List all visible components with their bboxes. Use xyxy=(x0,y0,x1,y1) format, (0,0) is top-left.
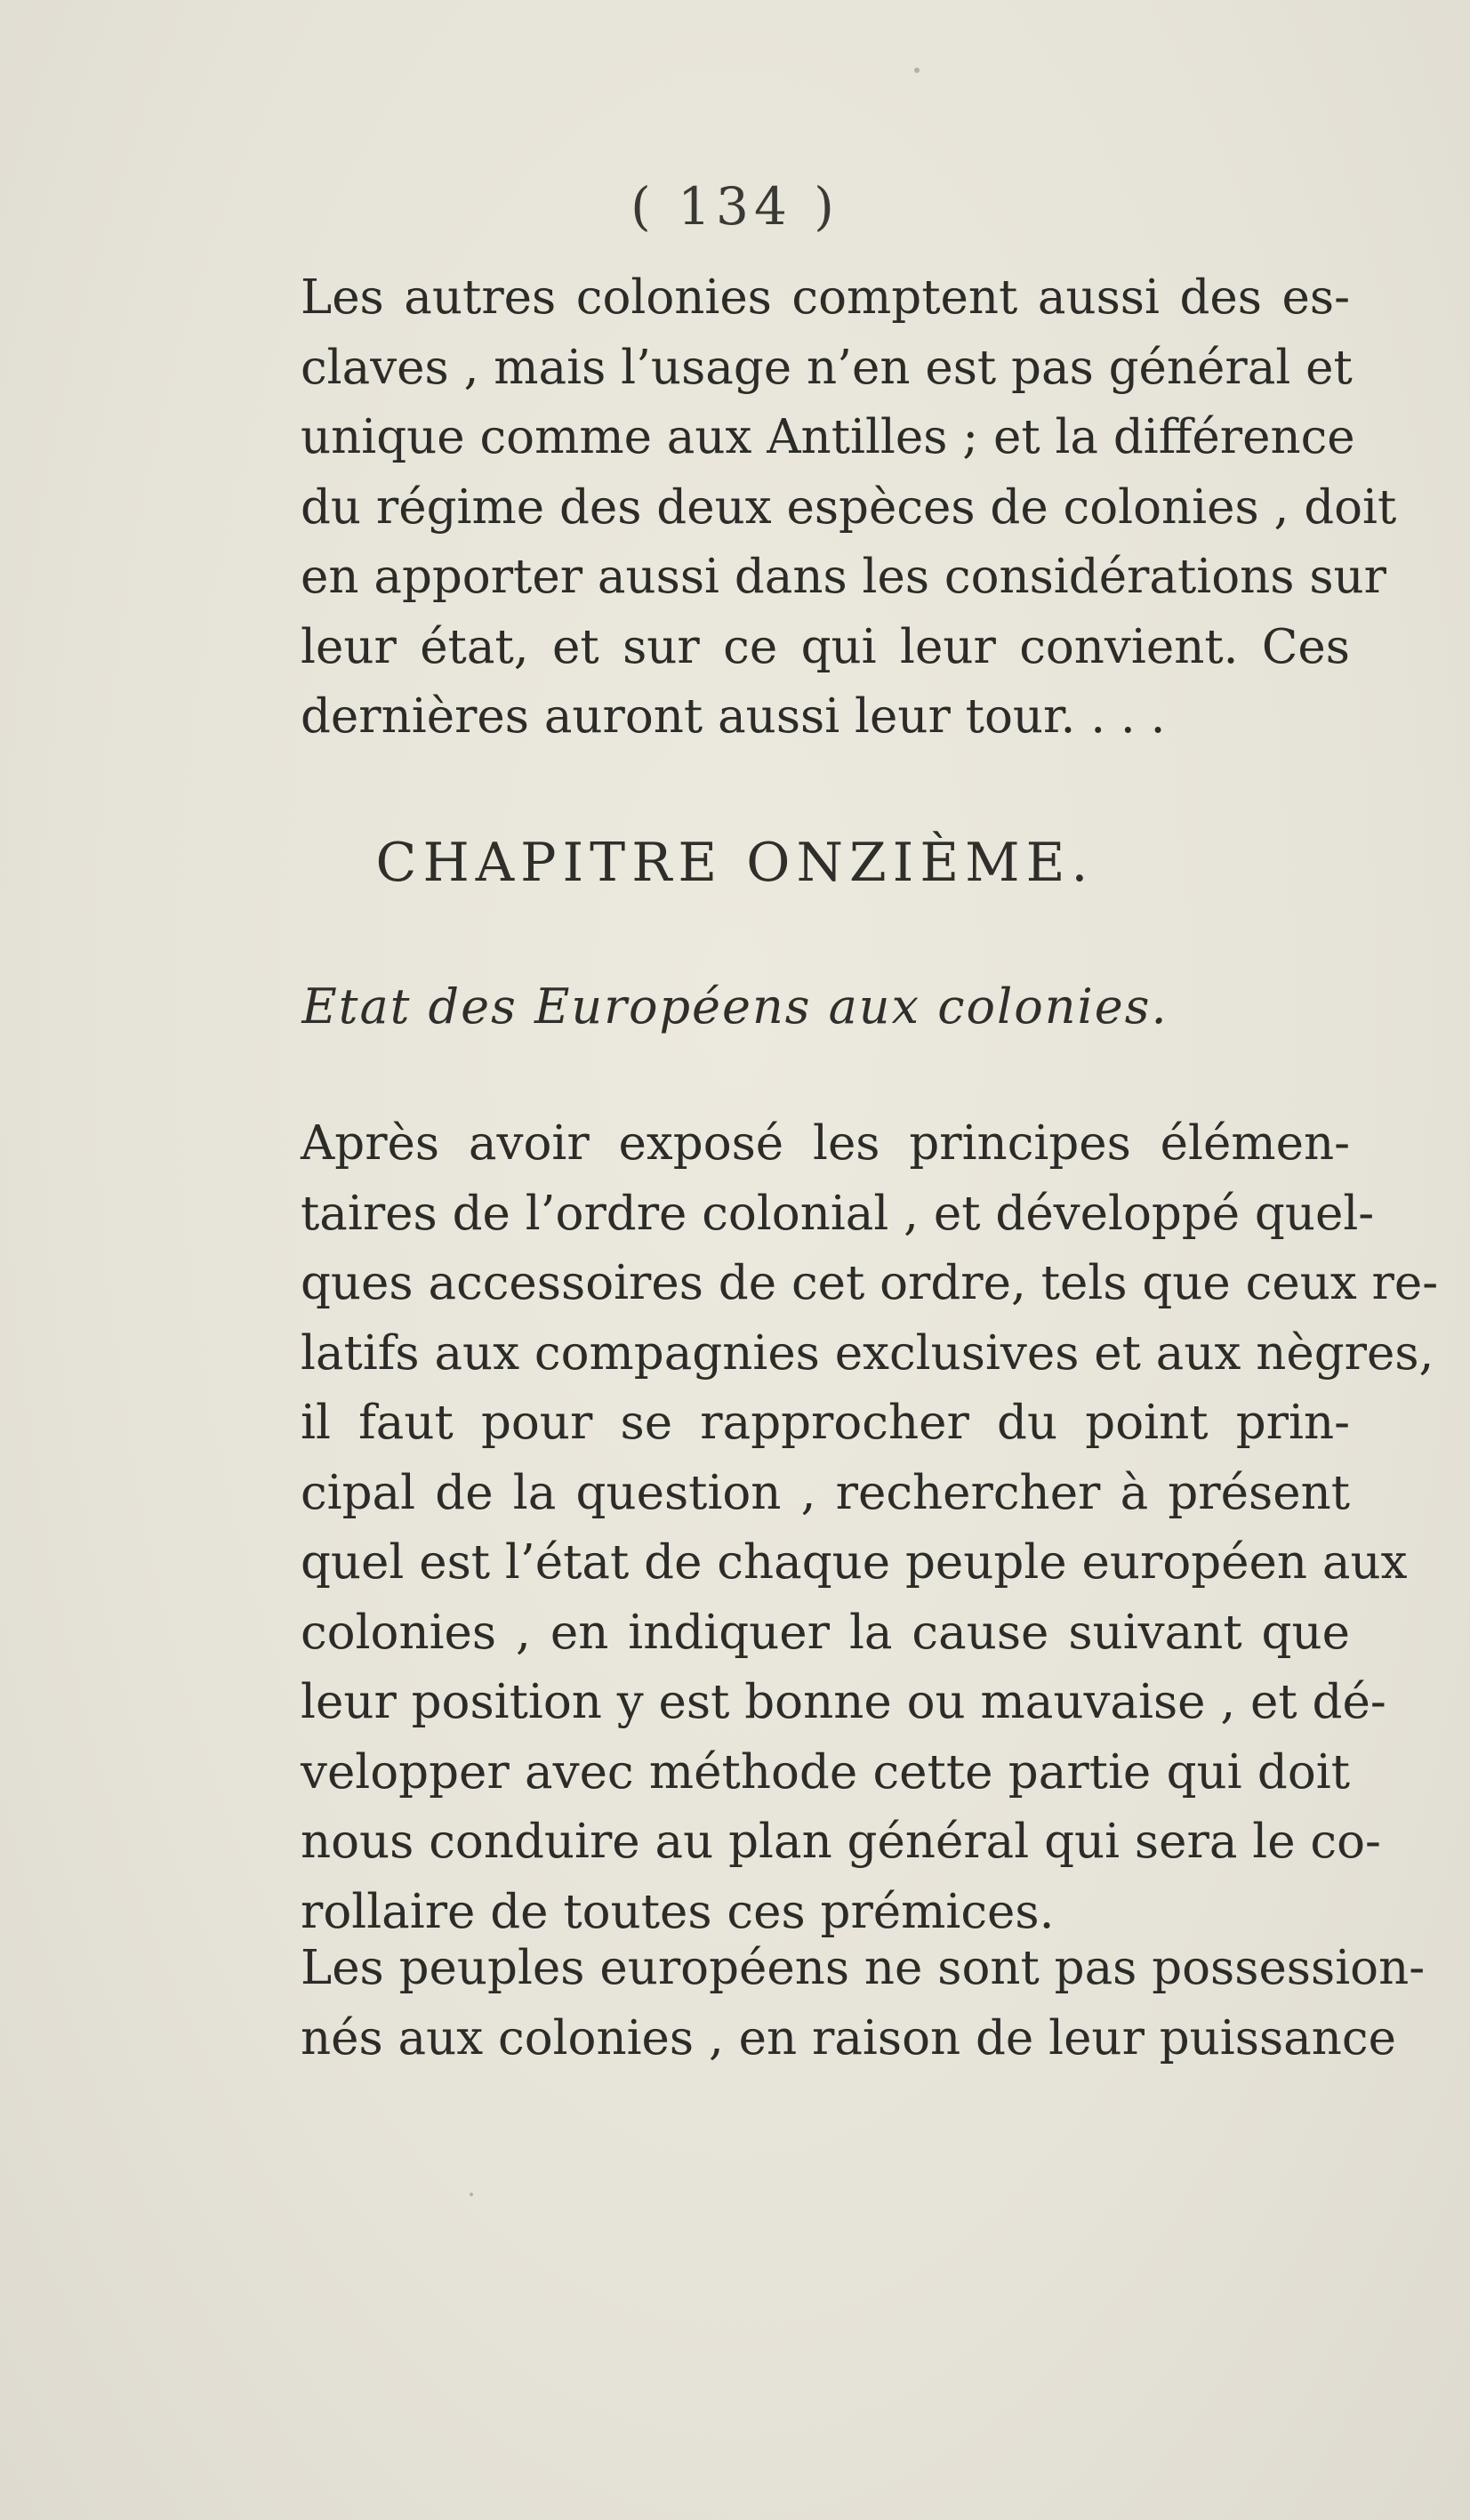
text-line: quel est l’état de chaque peuple européen aux xyxy=(301,1535,1408,1590)
text-line: nés aux colonies , en raison de leur puissance xyxy=(301,2010,1396,2065)
text-line: nous conduire au plan général qui sera le co- xyxy=(301,1815,1381,1869)
text-line: Les peuples européens ne sont pas possession- xyxy=(301,1941,1426,1995)
paragraph-2 xyxy=(301,1109,1439,1947)
page-number: ( 134 ) xyxy=(631,176,839,237)
paper-speck xyxy=(470,2193,473,2196)
text-line: du régime des deux espèces de colonies , doit xyxy=(301,479,1397,535)
paper-speck xyxy=(914,68,920,73)
text-line: en apporter aussi dans les considérations sur xyxy=(301,550,1386,604)
text-line: unique comme aux Antilles ; et la différence xyxy=(301,410,1355,464)
text-line: rollaire de toutes ces prémices. xyxy=(301,1884,1055,1939)
text-line: velopper avec méthode cette partie qui doit xyxy=(301,1744,1350,1799)
text-line: taires de l’ordre colonial , et développé quel- xyxy=(301,1186,1375,1241)
chapter-title: CHAPITRE ONZIÈME. xyxy=(375,832,1095,894)
chapter-subtitle: Etat des Européens aux colonies. xyxy=(301,978,1169,1035)
paragraph-3 xyxy=(301,1934,1426,2073)
text-line: colonies , en indiquer la cause suivant que xyxy=(301,1605,1350,1660)
text-line: latifs aux compagnies exclusives et aux nègres, xyxy=(301,1325,1434,1381)
text-line: Après avoir exposé les principes élémen- xyxy=(301,1116,1350,1171)
text-line: Les autres colonies comptent aussi des es- xyxy=(301,270,1350,325)
text-line: dernières auront aussi leur tour. . . . xyxy=(301,689,1166,744)
text-line: leur état, et sur ce qui leur convient. Ces xyxy=(301,619,1350,674)
paragraph-1 xyxy=(301,263,1397,753)
text-line: leur position y est bonne ou mauvaise , et dé- xyxy=(301,1675,1386,1729)
text-line: il faut pour se rapprocher du point prin- xyxy=(301,1396,1350,1450)
text-line: ques accessoires de cet ordre, tels que ceux re- xyxy=(301,1256,1439,1310)
text-line: claves , mais l’usage n’en est pas général et xyxy=(301,340,1353,395)
text-line: cipal de la question , rechercher à présent xyxy=(301,1465,1350,1520)
